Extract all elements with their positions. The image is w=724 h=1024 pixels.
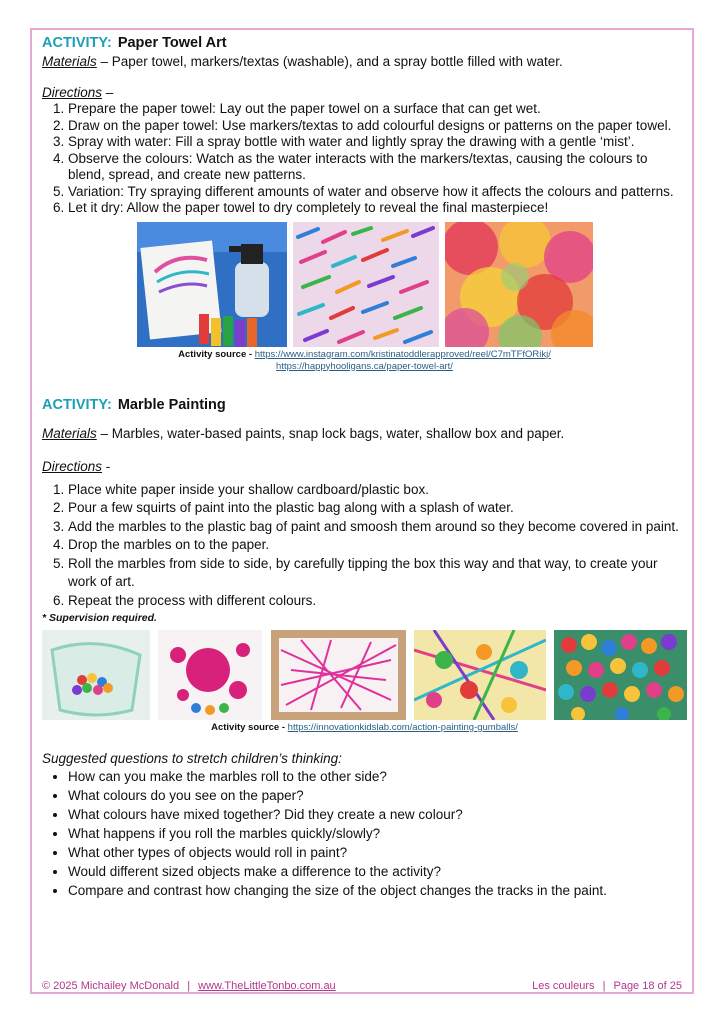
activity-heading xyxy=(42,33,687,53)
question-item: • How can you make the marbles roll to the other side? xyxy=(68,767,687,786)
directions-label: Directions xyxy=(42,458,103,474)
paper-towel-photos xyxy=(42,222,687,347)
direction-step: 1. Prepare the paper towel: Lay out the paper towel on a surface that can get wet. xyxy=(68,101,687,118)
photo-marbles-in-bag xyxy=(42,630,150,720)
page-number: Page 18 of 25 xyxy=(613,980,682,992)
activity-keyword: ACTIVITY: xyxy=(42,396,112,413)
photo-spray-bottle xyxy=(137,222,287,347)
materials-text: – Marbles, water-based paints, snap lock bags, water, shallow box and paper. xyxy=(96,425,565,441)
direction-step: 5. Roll the marbles from side to side, by carefully tipping the box this way and that way, to create your work of art. xyxy=(68,555,687,592)
question-item: • What other types of objects would roll in paint? xyxy=(68,843,687,862)
page-footer xyxy=(42,980,682,992)
directions-label: Directions xyxy=(42,85,103,100)
photo-blended-colours xyxy=(445,222,593,347)
materials-label: Materials xyxy=(42,425,97,441)
source-link[interactable]: https://happyhooligans.ca/paper-towel-art/ xyxy=(276,360,453,372)
directions-list xyxy=(42,481,687,611)
photo-marker-towel xyxy=(293,222,439,347)
photo-many-gumballs xyxy=(554,630,687,720)
marble-painting-photos xyxy=(42,630,687,720)
materials-text: – Paper towel, markers/textas (washable), and a spray bottle filled with water. xyxy=(96,54,563,69)
supervision-note: * Supervision required. xyxy=(42,612,157,624)
source-link[interactable]: https://innovationkidslab.com/action-painting-gumballs/ xyxy=(287,722,518,733)
activity-title: Paper Towel Art xyxy=(117,35,227,51)
directions-heading: Directions - xyxy=(42,458,111,474)
direction-step: 5. Variation: Try spraying different amounts of water and observe how it affects the colours and patterns. xyxy=(68,184,687,201)
direction-step: 3. Spray with water: Fill a spray bottle with water and lightly spray the drawing with a gentle ‘mist’. xyxy=(68,134,687,151)
directions-heading: Directions – xyxy=(42,85,114,100)
question-item: • What colours have mixed together? Did they create a new colour? xyxy=(68,805,687,824)
materials-label: Materials xyxy=(42,54,97,69)
question-item: • Would different sized objects make a difference to the activity? xyxy=(68,862,687,881)
direction-step: 2. Pour a few squirts of paint into the plastic bag along with a splash of water. xyxy=(68,499,687,518)
direction-step: 2. Draw on the paper towel: Use markers/textas to add colourful designs or patterns on the paper towel. xyxy=(68,118,687,135)
website-link[interactable]: www.TheLittleTonbo.com.au xyxy=(198,980,336,992)
footer-left: © 2025 Michailey McDonald | www.TheLittleTonbo.com.au xyxy=(42,980,336,992)
footer-right: Les couleurs | Page 18 of 25 xyxy=(532,980,682,992)
direction-step: 6. Repeat the process with different colours. xyxy=(68,592,687,611)
page-content xyxy=(42,33,687,900)
photo-pink-splatter xyxy=(158,630,262,720)
direction-step: 1. Place white paper inside your shallow cardboard/plastic box. xyxy=(68,481,687,500)
activity-source-caption: Activity source - https://www.instagram.com/kristinatoddlerapproved/reel/C7mTFfORikj/ https://happyhooligans.ca/paper-towel-art/ xyxy=(178,348,551,372)
photo-gumballs-tracks xyxy=(414,630,546,720)
series-name: Les couleurs xyxy=(532,980,595,992)
direction-step: 3. Add the marbles to the plastic bag of paint and smoosh them around so they become covered in paint. xyxy=(68,518,687,537)
photo-pink-tracks xyxy=(271,630,406,720)
direction-step: 4. Observe the colours: Watch as the water interacts with the markers/textas, causing the colours to blend, spread, and create new patterns. xyxy=(68,151,687,184)
direction-step: 4. Drop the marbles on to the paper. xyxy=(68,536,687,555)
activity-title: Marble Painting xyxy=(117,396,226,413)
copyright: © 2025 Michailey McDonald xyxy=(42,980,180,992)
activity-keyword: ACTIVITY: xyxy=(42,35,112,51)
materials-line xyxy=(42,425,687,442)
questions-heading: Suggested questions to stretch children’s thinking: xyxy=(42,751,342,766)
question-item: • What happens if you roll the marbles quickly/slowly? xyxy=(68,824,687,843)
question-item: • What colours do you see on the paper? xyxy=(68,786,687,805)
materials-line xyxy=(42,53,687,70)
question-item: • Compare and contrast how changing the size of the object changes the tracks in the paint. xyxy=(68,881,687,900)
questions-list xyxy=(42,767,687,900)
activity-source-caption: Activity source - https://innovationkidslab.com/action-painting-gumballs/ xyxy=(211,722,518,733)
direction-step: 6. Let it dry: Allow the paper towel to dry completely to reveal the final masterpiece! xyxy=(68,200,687,217)
directions-list xyxy=(42,101,687,217)
source-link[interactable]: https://www.instagram.com/kristinatoddlerapproved/reel/C7mTFfORikj/ xyxy=(254,348,551,360)
activity-heading xyxy=(42,395,687,415)
